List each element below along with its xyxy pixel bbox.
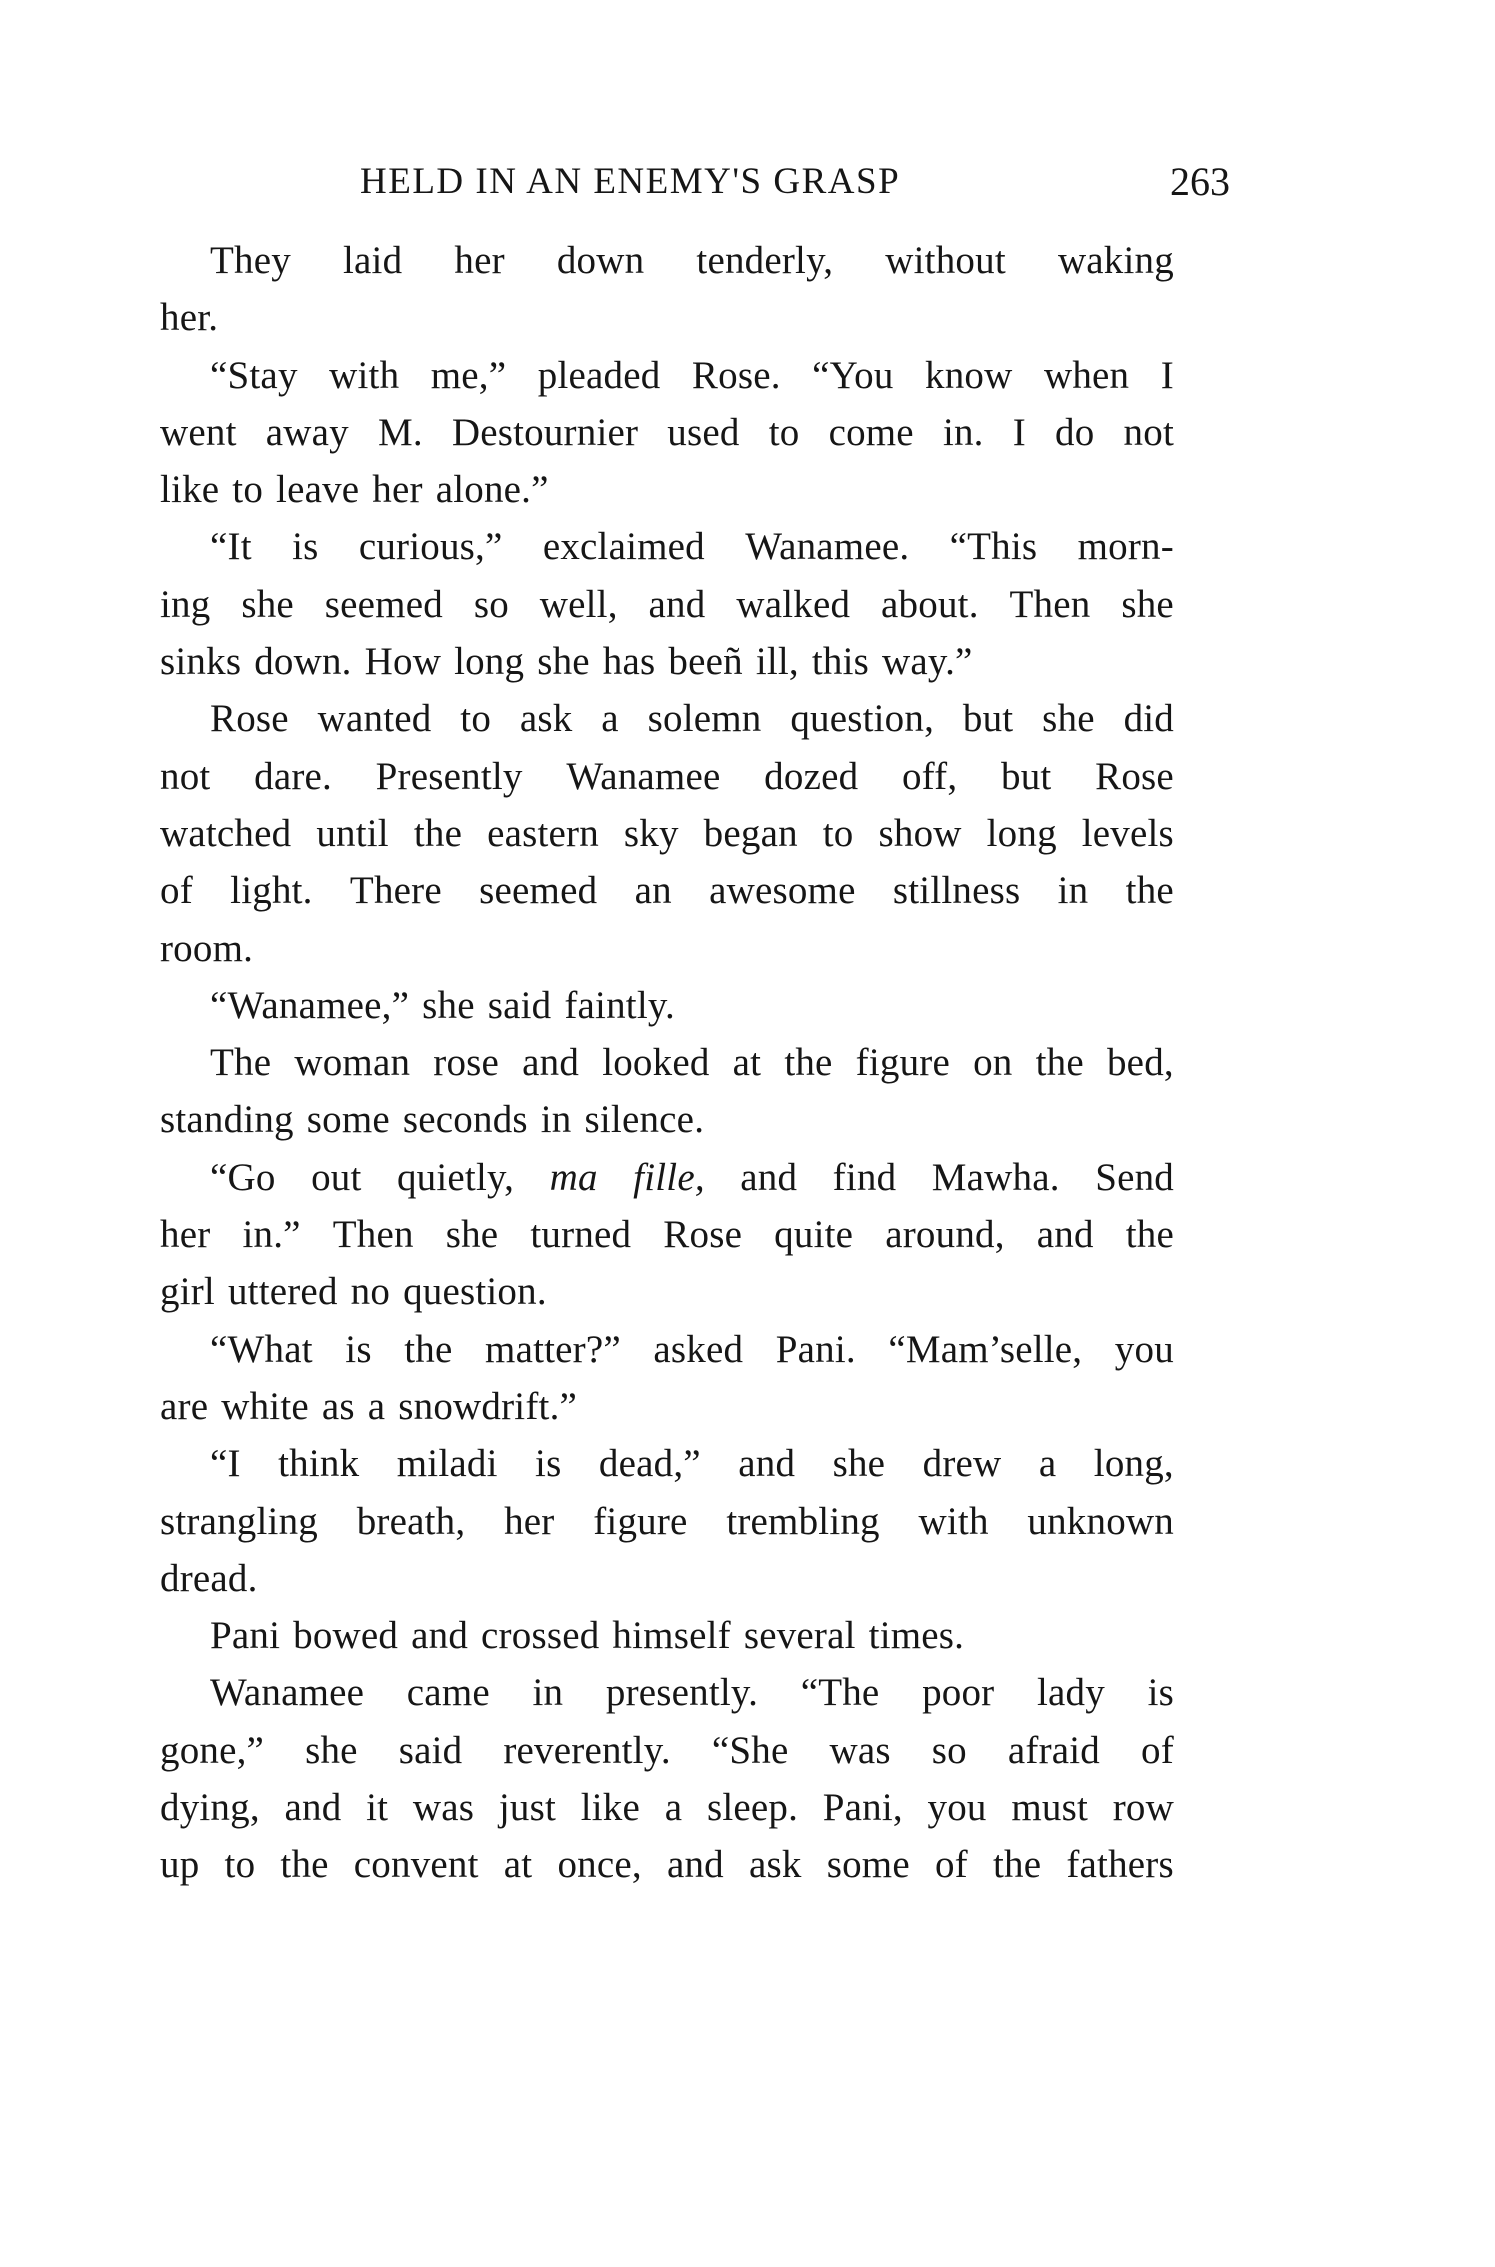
word: the <box>1125 869 1174 913</box>
word: “The <box>800 1671 880 1715</box>
word: light. <box>230 869 313 913</box>
text-line <box>160 289 1174 346</box>
word: bowed <box>293 1614 399 1658</box>
word: and <box>740 1155 798 1199</box>
text-line <box>160 232 1174 289</box>
word: eastern <box>487 811 599 855</box>
word: went <box>160 410 237 454</box>
text-line <box>160 1493 1174 1550</box>
word: to <box>822 811 854 855</box>
word: the <box>280 1843 329 1887</box>
word: dying, <box>160 1786 260 1830</box>
word: stillness <box>892 869 1021 913</box>
word: gone,” <box>160 1728 265 1772</box>
word: matter?” <box>485 1327 621 1371</box>
word: standing <box>160 1098 294 1142</box>
word: so <box>931 1728 967 1772</box>
word: beeñ <box>668 640 743 684</box>
word: waking <box>1057 239 1174 282</box>
word: several <box>743 1614 856 1658</box>
word: said <box>487 983 552 1027</box>
word: faintly. <box>564 983 675 1027</box>
word: to <box>460 697 492 741</box>
word: a <box>367 1384 386 1428</box>
word: like <box>160 468 220 512</box>
word: did <box>1123 697 1174 741</box>
word: ill, <box>755 640 799 684</box>
text-line <box>160 1034 1174 1091</box>
word: and <box>1036 1213 1094 1257</box>
word: Rose <box>210 697 289 741</box>
word: “Go <box>210 1155 276 1199</box>
word: you <box>1114 1327 1174 1371</box>
word: trembling <box>726 1499 880 1543</box>
word: the <box>1035 1041 1084 1085</box>
word: The <box>210 1041 272 1085</box>
word: Destournier <box>451 410 639 454</box>
page-header <box>360 152 1230 212</box>
word: Rose <box>663 1213 743 1257</box>
word: she <box>832 1442 886 1486</box>
word: she <box>305 1728 358 1772</box>
word: rose <box>433 1041 500 1085</box>
word: her <box>504 1499 555 1543</box>
word: must <box>1011 1786 1088 1830</box>
text-line <box>160 404 1174 461</box>
word: sinks <box>160 640 242 684</box>
word: down. <box>254 640 352 684</box>
word: exclaimed <box>542 525 705 569</box>
word: a <box>1038 1442 1057 1486</box>
word: once, <box>557 1843 642 1887</box>
word: Mawha. <box>931 1155 1060 1199</box>
word: Rose. <box>691 353 781 397</box>
word: miladi <box>396 1442 498 1486</box>
word: Rose <box>1095 754 1174 798</box>
text-line <box>160 461 1174 518</box>
word: strangling <box>160 1499 318 1543</box>
word: she <box>445 1213 499 1257</box>
word: “This <box>949 525 1038 569</box>
word: question. <box>403 1270 547 1314</box>
word: white <box>221 1384 309 1428</box>
word: leave <box>276 468 360 512</box>
text-line <box>160 1550 1174 1607</box>
word: she <box>241 582 294 626</box>
word: looked <box>602 1041 710 1085</box>
word: “It <box>210 525 252 569</box>
word: Wanamee <box>566 754 721 798</box>
word: woman <box>294 1041 411 1085</box>
word: to <box>224 1843 256 1887</box>
text-line <box>160 1378 1174 1435</box>
word: M. <box>377 410 423 454</box>
word: her <box>454 239 505 282</box>
word: her. <box>160 296 219 340</box>
text-line <box>160 1836 1174 1893</box>
word: I <box>1160 353 1174 397</box>
word: and <box>666 1843 724 1887</box>
word: around, <box>885 1213 1005 1257</box>
word: in. <box>942 410 984 454</box>
word: away <box>265 410 349 454</box>
word: sleep. <box>706 1786 799 1830</box>
word: no <box>350 1270 391 1314</box>
word: ask <box>519 697 573 741</box>
word: morn- <box>1077 525 1174 569</box>
page-number: 263 <box>1170 159 1230 204</box>
text-line <box>160 1206 1174 1263</box>
text-line <box>160 1263 1174 1320</box>
word: “You <box>812 353 894 397</box>
word: awesome <box>709 869 856 913</box>
word: but <box>962 697 1014 741</box>
word: figure <box>855 1041 950 1085</box>
word: ing <box>160 582 211 626</box>
word: long <box>454 640 525 684</box>
word: the <box>1125 1213 1174 1257</box>
word: with <box>918 1499 989 1543</box>
word: convent <box>353 1843 479 1887</box>
word: “What <box>210 1327 313 1371</box>
word: seemed <box>479 869 598 913</box>
word: pleaded <box>537 353 661 397</box>
word: at <box>732 1041 762 1085</box>
word: seemed <box>324 582 443 626</box>
word: fathers <box>1066 1843 1174 1887</box>
text-line <box>160 1435 1174 1492</box>
text-line <box>160 1779 1174 1836</box>
word: me,” <box>430 353 507 397</box>
word: fille, <box>633 1155 705 1199</box>
running-head: HELD IN AN ENEMY'S GRASP <box>360 161 901 202</box>
word: and <box>738 1442 796 1486</box>
word: presently. <box>605 1671 759 1715</box>
word: just <box>498 1786 557 1830</box>
text-line <box>160 1607 1174 1664</box>
text-line <box>160 805 1174 862</box>
word: dread. <box>160 1556 258 1600</box>
word: of <box>934 1843 968 1887</box>
word: quite <box>774 1213 854 1257</box>
word: up <box>160 1843 200 1887</box>
text-line <box>160 633 1174 690</box>
word: row <box>1112 1786 1174 1830</box>
word: is <box>535 1442 562 1486</box>
word: has <box>602 640 656 684</box>
word: the <box>992 1843 1042 1887</box>
word: about. <box>881 582 979 626</box>
word: like <box>580 1786 641 1830</box>
word: room. <box>160 926 254 970</box>
word: came <box>406 1671 490 1715</box>
word: the <box>404 1327 453 1371</box>
word: she <box>1121 582 1174 626</box>
word: afraid <box>1007 1728 1101 1772</box>
word: she <box>1042 697 1095 741</box>
word: are <box>160 1384 209 1428</box>
word: of <box>1141 1728 1174 1772</box>
word: crossed <box>481 1614 600 1658</box>
word: turned <box>530 1213 632 1257</box>
word: long, <box>1093 1442 1174 1486</box>
word: on <box>973 1041 1013 1085</box>
word: alone.” <box>435 468 549 512</box>
word: figure <box>593 1499 688 1543</box>
word: lady <box>1036 1671 1105 1715</box>
text-line <box>160 862 1174 919</box>
word: at <box>503 1843 533 1887</box>
word: think <box>278 1442 360 1486</box>
word: in <box>1057 869 1089 913</box>
word: drew <box>922 1442 1002 1486</box>
word: was <box>829 1728 891 1772</box>
word: said <box>398 1728 463 1772</box>
word: in.” <box>242 1213 301 1257</box>
word: well, <box>539 582 618 626</box>
word: question, <box>790 697 935 741</box>
word: “Mam’selle, <box>888 1327 1083 1371</box>
body-text <box>160 232 1174 1894</box>
word: snowdrift.” <box>398 1384 578 1428</box>
word: Pani <box>210 1614 281 1658</box>
word: “Stay <box>210 353 298 397</box>
word: walked <box>736 582 851 626</box>
word: uttered <box>227 1270 338 1314</box>
word: They <box>210 239 291 282</box>
word: so <box>473 582 509 626</box>
word: you <box>927 1786 987 1830</box>
word: in <box>532 1671 564 1715</box>
word: Then <box>1009 582 1091 626</box>
text-line <box>160 748 1174 805</box>
word: and <box>648 582 706 626</box>
text-line <box>160 1091 1174 1148</box>
word: come <box>828 410 914 454</box>
text-line <box>160 690 1174 747</box>
word: some <box>826 1843 910 1887</box>
word: used <box>667 410 740 454</box>
text-line <box>160 1722 1174 1779</box>
word: but <box>1001 754 1052 798</box>
word: poor <box>922 1671 995 1715</box>
text-line <box>160 518 1174 575</box>
word: out <box>311 1155 362 1199</box>
word: and <box>411 1614 469 1658</box>
text-line <box>160 347 1174 404</box>
word: with <box>329 353 400 397</box>
word: until <box>316 811 389 855</box>
word: when <box>1043 353 1130 397</box>
text-line <box>160 1664 1174 1721</box>
word: dead,” <box>598 1442 701 1486</box>
text-line <box>160 1321 1174 1378</box>
word: reverently. <box>503 1728 671 1772</box>
word: and <box>284 1786 342 1830</box>
word: in <box>540 1098 572 1142</box>
word: know <box>925 353 1013 397</box>
word: Presently <box>375 754 523 798</box>
word: this <box>811 640 870 684</box>
word: do <box>1055 410 1095 454</box>
word: solemn <box>647 697 762 741</box>
word: How <box>364 640 442 684</box>
word: Pani. <box>775 1327 856 1371</box>
word: wanted <box>317 697 432 741</box>
word: long <box>986 811 1057 855</box>
word: himself <box>612 1614 731 1658</box>
text-line <box>160 920 1174 977</box>
word: “Wanamee,” <box>210 983 410 1027</box>
word: off, <box>901 754 958 798</box>
word: and <box>522 1041 580 1085</box>
word: her <box>160 1213 211 1257</box>
word: as <box>321 1384 355 1428</box>
word: breath, <box>356 1499 466 1543</box>
word: she <box>422 983 475 1027</box>
word: girl <box>160 1270 215 1314</box>
word: of <box>160 869 193 913</box>
word: to <box>232 468 264 512</box>
word: an <box>634 869 672 913</box>
text-line <box>160 977 1174 1034</box>
word: way.” <box>882 640 973 684</box>
word: Send <box>1095 1155 1174 1199</box>
word: not <box>1123 410 1174 454</box>
word: show <box>878 811 962 855</box>
word: quietly, <box>396 1155 515 1199</box>
word: bed, <box>1106 1041 1174 1085</box>
word: dozed <box>764 754 859 798</box>
word: is <box>1147 1671 1174 1715</box>
word: find <box>832 1155 897 1199</box>
word: ask <box>748 1843 802 1887</box>
word: Then <box>332 1213 414 1257</box>
word: the <box>413 811 463 855</box>
word: asked <box>653 1327 744 1371</box>
text-line <box>160 1149 1174 1206</box>
word: seconds <box>402 1098 528 1142</box>
word: ma <box>549 1155 598 1199</box>
word: it <box>366 1786 389 1830</box>
text-line <box>160 576 1174 633</box>
word: a <box>664 1786 683 1830</box>
word: the <box>784 1041 833 1085</box>
word: levels <box>1081 811 1174 855</box>
word: watched <box>160 811 292 855</box>
word: Wanamee <box>210 1671 365 1715</box>
word: some <box>306 1098 390 1142</box>
word: to <box>768 410 800 454</box>
word: silence. <box>584 1098 705 1142</box>
word: she <box>537 640 590 684</box>
word: her <box>372 468 423 512</box>
word: tenderly, <box>696 239 834 282</box>
word: curious,” <box>358 525 503 569</box>
word: dare. <box>254 754 332 798</box>
word: times. <box>868 1614 965 1658</box>
word: began <box>703 811 798 855</box>
word: “I <box>210 1442 241 1486</box>
word: There <box>349 869 442 913</box>
word: unknown <box>1027 1499 1174 1543</box>
word: is <box>292 525 319 569</box>
word: is <box>345 1327 372 1371</box>
word: I <box>1012 410 1026 454</box>
word: “She <box>711 1728 789 1772</box>
word: without <box>885 239 1006 282</box>
word: Pani, <box>822 1786 903 1830</box>
word: sky <box>623 811 679 855</box>
word: down <box>556 239 645 282</box>
word: was <box>412 1786 475 1830</box>
word: laid <box>343 239 403 282</box>
word: a <box>601 697 619 741</box>
word: not <box>160 754 211 798</box>
word: Wanamee. <box>745 525 910 569</box>
